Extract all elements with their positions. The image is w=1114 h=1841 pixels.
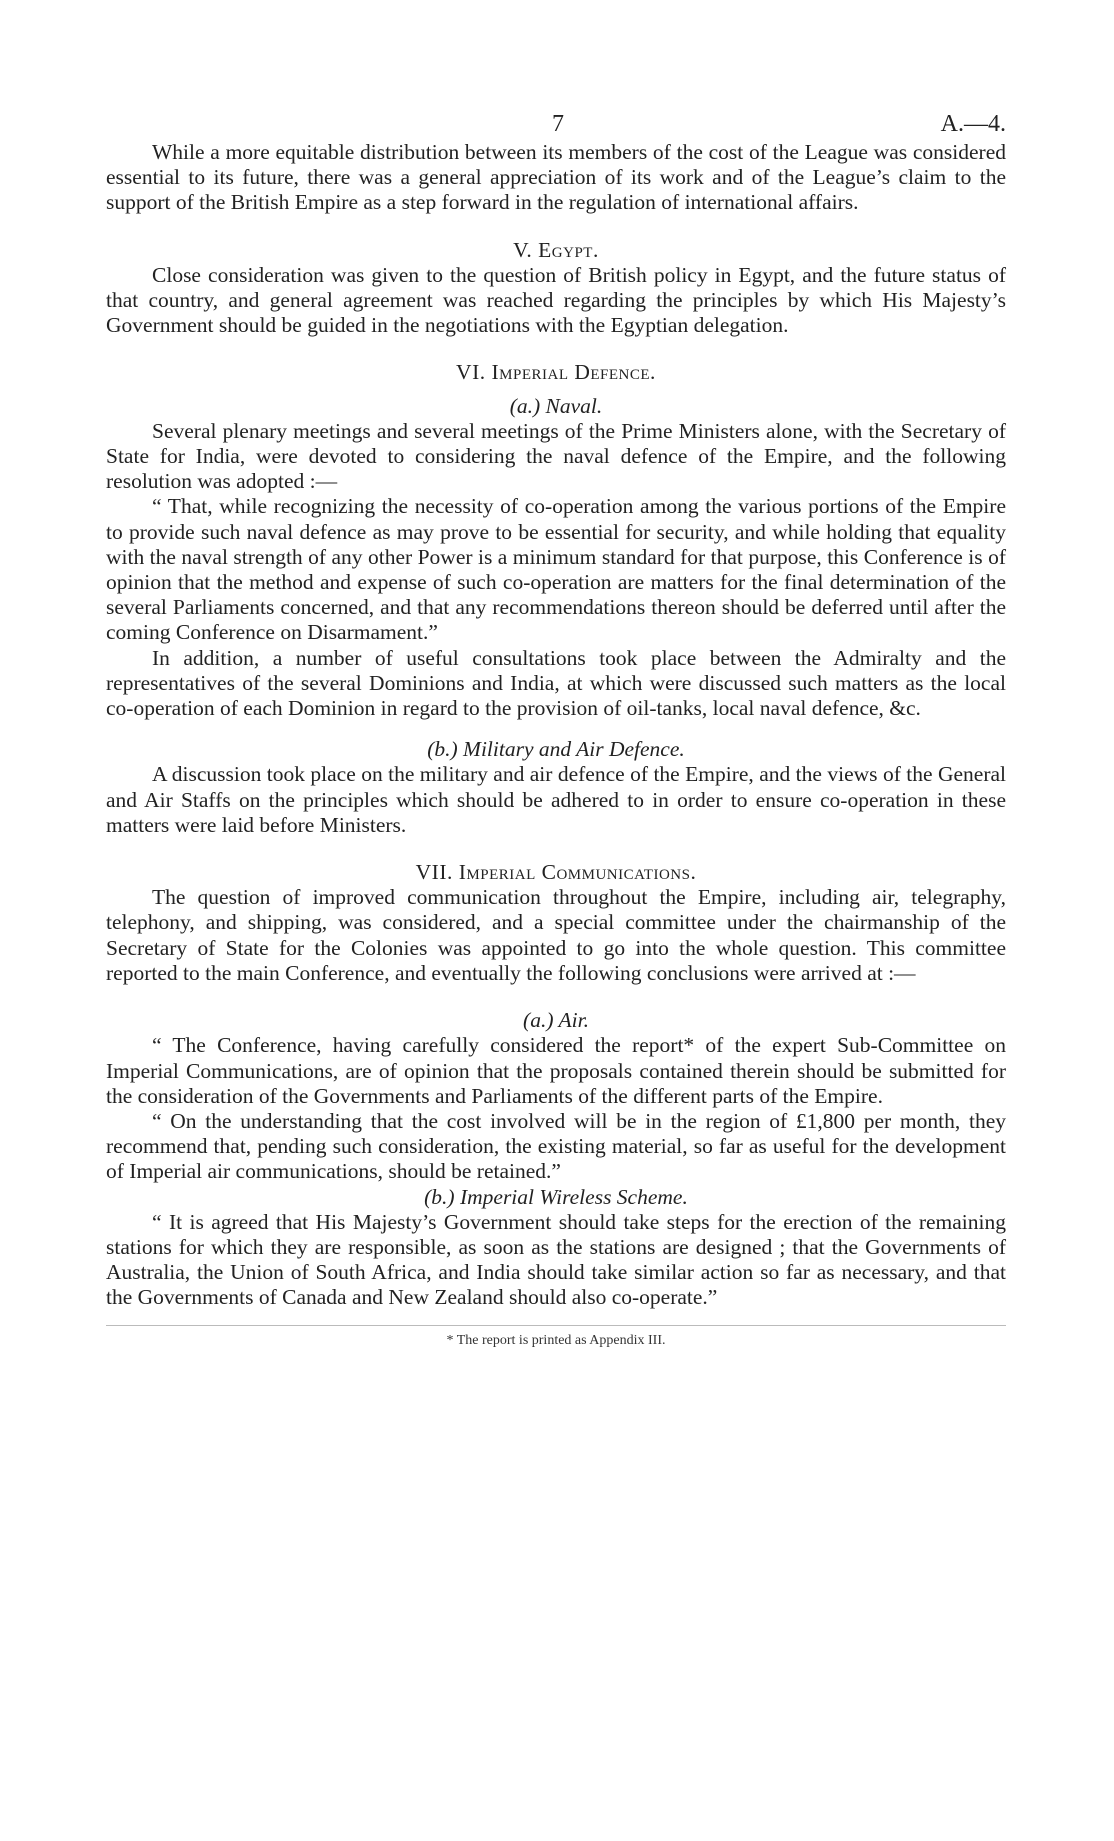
subheading-military-air: (b.) Military and Air Defence. bbox=[427, 737, 685, 762]
document-reference: A.—4. bbox=[940, 111, 1006, 137]
subheading-wireless: (b.) Imperial Wireless Scheme. bbox=[424, 1184, 688, 1209]
section-heading-imperial-defence: VI. Imperial Defence. bbox=[456, 360, 656, 385]
communications-paragraph: The question of improved communication throughout the Empire, including air, telegraphy, telephony, and shipping, was considered, and a special committee under the chairmanship of the Secretary of State for the Colonies was appointed to go into the whole question. This committee reported to the main Conference, and eventually the following conclusions were arrived at :— bbox=[106, 885, 1006, 985]
page-number: 7 bbox=[552, 111, 564, 137]
document-page bbox=[106, 100, 1006, 1350]
egypt-paragraph: Close consideration was given to the question of British policy in Egypt, and the future status of that country, and general agreement was reached regarding the principles by which His Majesty’s Government should be guided in the negotiations with the Egyptian delegation. bbox=[106, 262, 1006, 338]
air-paragraph-2: “ On the understanding that the cost involved will be in the region of £1,800 per month, they recommend that, pending such consideration, the existing material, so far as useful for the development of Imperial air communications, should be retained.” bbox=[106, 1108, 1006, 1184]
page-header bbox=[106, 100, 1006, 140]
air-paragraph-1: “ The Conference, having carefully considered the report* of the expert Sub-Committee on Imperial Communications, are of opinion that the proposals contained therein should be submitted for the consideration of the Governments and Parliaments of the different parts of the Empire. bbox=[106, 1033, 1006, 1108]
subheading-air: (a.) Air. bbox=[523, 1008, 589, 1033]
naval-resolution: “ That, while recognizing the necessity of co-operation among the various portions of the Empire to provide such naval defence as may prove to be essential for security, and while holding that equality with the naval strength of any other Power is a minimum standard for that purpose, this Conference is of opinion that the method and expense of such co-operation are matters for the final determination of the several Parliaments concerned, and that any recommendations thereon should be deferred until after the coming Conference on Disarmament.” bbox=[106, 494, 1006, 645]
military-air-paragraph: A discussion took place on the military and air defence of the Empire, and the views of the General and Air Staffs on the principles which should be adhered to in order to ensure co-operation in these matters were laid before Ministers. bbox=[106, 762, 1006, 837]
wireless-paragraph: “ It is agreed that His Majesty’s Government should take steps for the erection of the remaining stations for which they are responsible, as soon as the stations are designed ; that the Governments of Australia, the Union of South Africa, and India should take similar action so far as necessary, and that the Governments of Canada and New Zealand should also co-operate.” bbox=[106, 1209, 1006, 1310]
naval-paragraph: Several plenary meetings and several meetings of the Prime Ministers alone, with the Secretary of State for India, were devoted to considering the naval defence of the Empire, and the following resolution was adopted :— bbox=[106, 418, 1006, 494]
naval-consultations-paragraph: In addition, a number of useful consultations took place between the Admiralty and the representatives of the several Dominions and India, at which were discussed such matters as the local co-operation of each Dominion in regard to the provision of oil-tanks, local naval defence, &c. bbox=[106, 645, 1006, 721]
section-heading-imperial-communications: VII. Imperial Communications. bbox=[415, 860, 697, 885]
section-heading-egypt: V. Egypt. bbox=[513, 237, 599, 262]
footnote: * The report is printed as Appendix III. bbox=[446, 1332, 666, 1348]
footnote-rule bbox=[106, 1325, 1006, 1326]
subheading-naval: (a.) Naval. bbox=[509, 393, 603, 418]
intro-paragraph: While a more equitable distribution between its members of the cost of the League was considered essential to its future, there was a general appreciation of its work and of the League’s claim to the support of the British Empire as a step forward in the regulation of international affairs. bbox=[106, 140, 1006, 215]
